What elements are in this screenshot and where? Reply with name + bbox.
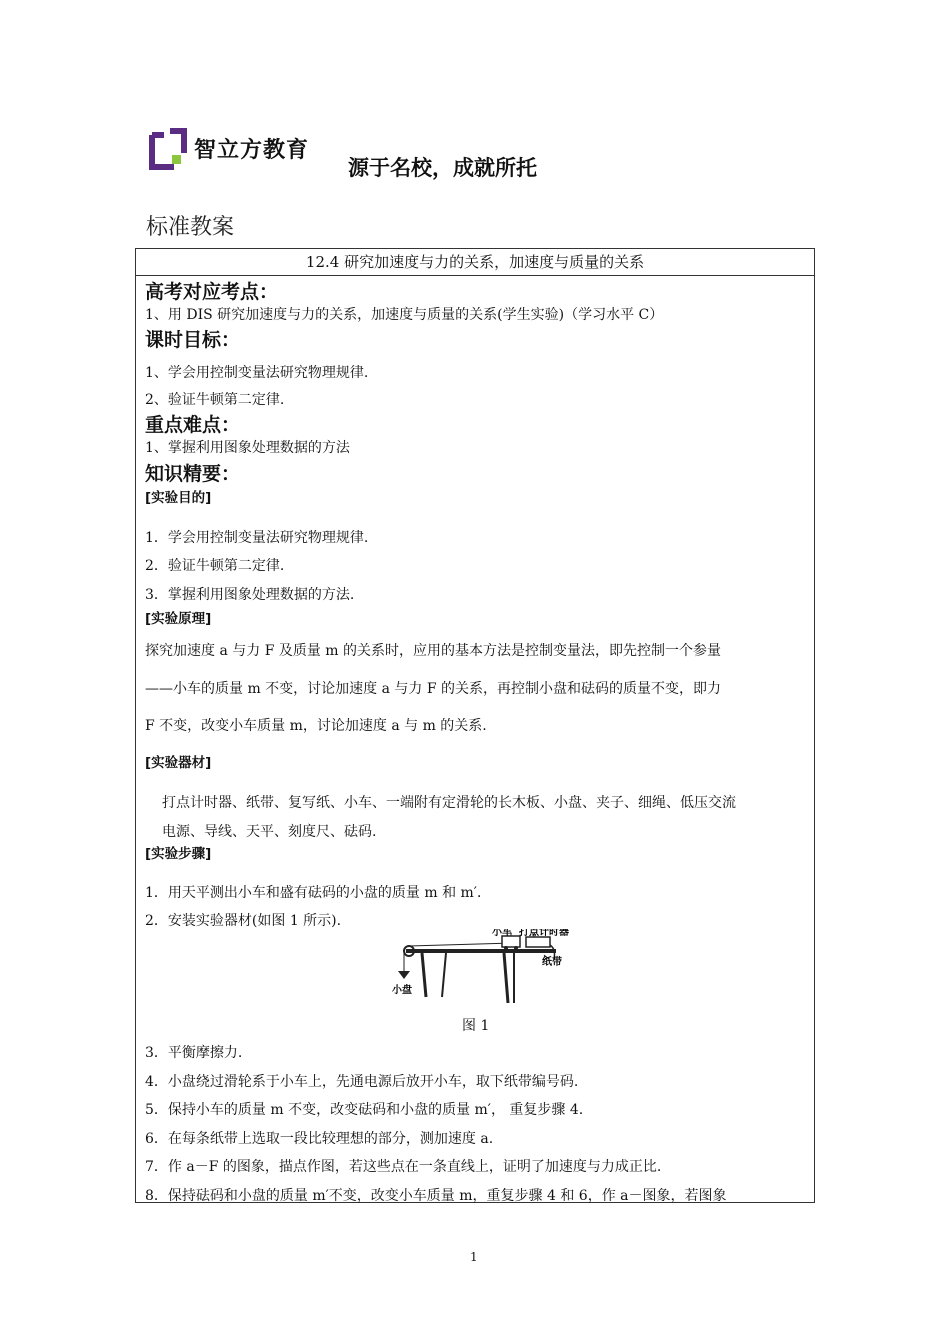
label-timer: 打点计时器 [519,929,569,938]
principle-heading: [实验原理] [145,611,212,627]
step-item: 8．保持砝码和小盘的质量 m′不变，改变小车质量 m，重复步骤 4 和 6，作 a－图象，若图象 [145,1188,727,1204]
principle-line: 探究加速度 a 与力 F 及质量 m 的关系时，应用的基本方法是控制变量法，即先控制一个参量 [145,643,722,659]
objective-item: 1、学会用控制变量法研究物理规律. [145,365,369,381]
purpose-item: 2．验证牛顿第二定律. [145,558,285,574]
steps-heading: [实验步骤] [145,846,212,862]
objectives-heading: 课时目标： [145,329,241,351]
principle-line: ——小车的质量 m 不变，讨论加速度 a 与力 F 的关系，再控制小盘和砝码的质量不变，即力 [145,681,722,697]
equipment-heading: [实验器材] [145,755,212,771]
exam-points-line: 1、用 DIS 研究加速度与力的关系，加速度与质量的关系(学生实验)（学习水平 C） [145,307,664,323]
step-item: 7．作 a－F 的图象，描点作图，若这些点在一条直线上，证明了加速度与力成正比. [145,1159,662,1175]
label-tray: 小盘 [392,985,412,996]
purpose-item: 1．学会用控制变量法研究物理规律. [145,530,369,546]
step-item: 3．平衡摩擦力. [145,1045,243,1061]
exam-points-heading: 高考对应考点： [145,281,279,303]
knowledge-heading: 知识精要： [145,463,241,485]
principle-line: F 不变，改变小车质量 m，讨论加速度 a 与 m 的关系. [145,718,487,734]
purpose-heading: [实验目的] [145,490,212,506]
equipment-line: 电源、导线、天平、刻度尺、砝码. [162,824,377,840]
step-item: 2．安装实验器材(如图 1 所示). [145,913,342,929]
step-item: 6．在每条纸带上选取一段比较理想的部分，测加速度 a. [145,1131,494,1147]
step-item: 5．保持小车的质量 m 不变，改变砝码和小盘的质量 m′， 重复步骤 4. [145,1102,584,1118]
doc-type-heading: 标准教案 [146,215,235,240]
lesson-table [135,248,815,1203]
equipment-line: 打点计时器、纸带、复写纸、小车、一端附有定滑轮的长木板、小盘、夹子、细绳、低压交流 [162,795,736,811]
slogan: 源于名校，成就所托 [348,156,537,180]
step-item: 1．用天平测出小车和盛有砝码的小盘的质量 m 和 m′． [145,885,491,901]
apparatus-diagram [384,929,584,1019]
string [409,943,512,946]
lesson-title: 12.4 研究加速度与力的关系，加速度与质量的关系 [136,249,814,276]
long-board [406,949,556,953]
purpose-item: 3．掌握利用图象处理数据的方法. [145,587,355,603]
label-tape: 纸带 [542,957,562,968]
tray-icon [398,971,410,979]
table-leg [422,953,426,997]
page-number: 1 [470,1250,478,1264]
objective-item: 2、验证牛顿第二定律. [145,392,285,408]
apparatus-figure [384,929,584,1019]
timer-icon [526,937,550,947]
table-leg [504,953,508,1003]
key-points-heading: 重点难点： [145,414,241,436]
step-item: 4．小盘绕过滑轮系于小车上，先通电源后放开小车，取下纸带编号码. [145,1074,579,1090]
logo-mark-icon [148,127,188,171]
figure-caption: 图 1 [462,1018,490,1034]
brand-logo [148,127,316,173]
logo-text: 智立方教育 [194,138,310,163]
table-leg [442,953,446,997]
label-cart: 小车 [492,929,512,938]
key-point-item: 1、掌握利用图象处理数据的方法 [145,440,350,456]
